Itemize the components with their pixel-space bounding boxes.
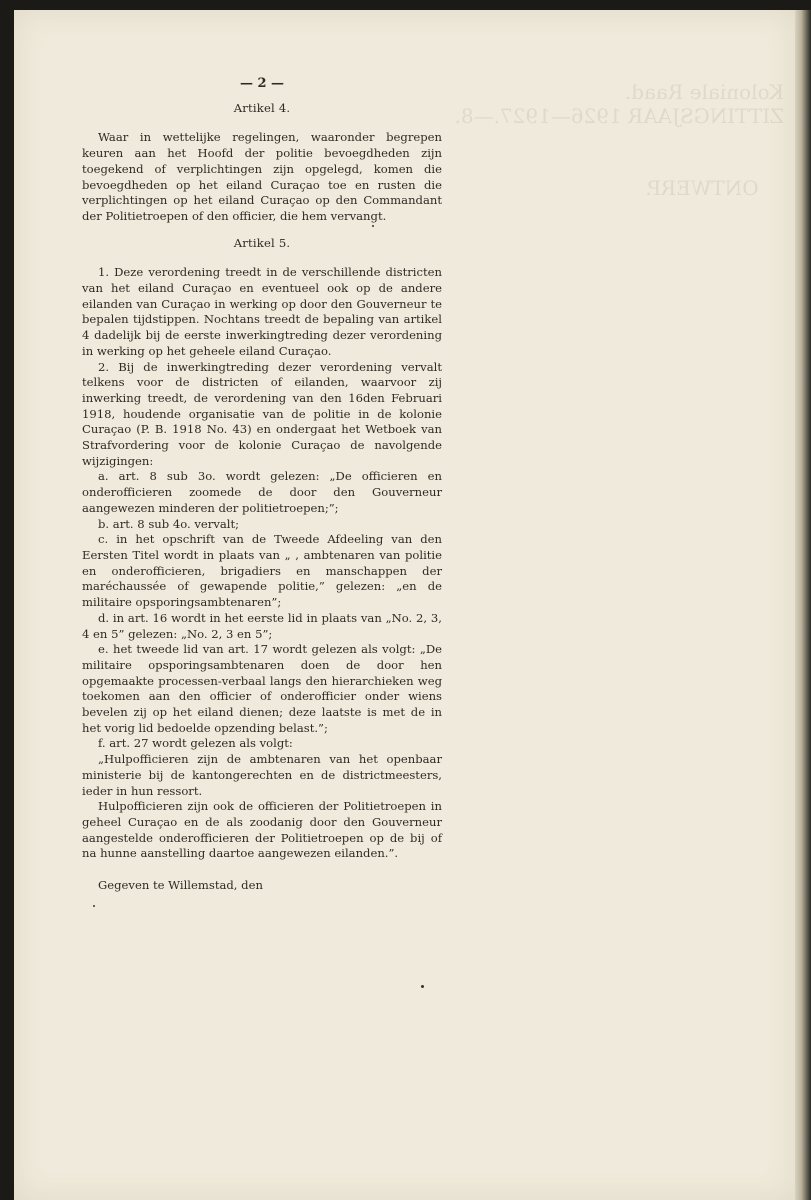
show-through-text: Koloniale Raad. ZITTINGSJAAR 1926—1927.—8. ONTWERP.	[454, 80, 784, 200]
article-4-heading: Artikel 4.	[233, 100, 291, 115]
article-4-paragraph: Waar in wettelijke regelingen, waaronder begrepen keuren aan het Hoofd der politie bevoegdheden zijn toegekend of verplichtingen zijn opgelegd, komen die bevoegdheden op het eiland Curaçao toe en rusten die verplichtingen op het eiland Curaçao op den Commandant der Politietroepen of den officier, die hem vervangt.	[82, 130, 442, 223]
article-5-heading: Artikel 5.	[233, 235, 291, 250]
amendment-a: a. art. 8 sub 3o. wordt gelezen: „De officieren en onderofficieren zoomede de door den Gouverneur aangewezen minderen der politietroepen;”;	[82, 469, 442, 515]
scan-right-edge	[795, 10, 811, 1200]
amendment-f: f. art. 27 wordt gelezen als volgt:	[98, 736, 293, 751]
page-number: — 2 —	[239, 76, 285, 91]
amendment-d: d. in art. 16 wordt in het eerste lid in plaats van „No. 2, 3, 4 en 5” gelezen: „No. 2, 3 en 5”;	[82, 610, 442, 641]
scan-top-edge	[0, 0, 811, 10]
amendment-f-quote-2: Hulpofficieren zijn ook de officieren der Politietroepen in geheel Curaçao en de als zoodanig door den Gouverneur aangestelde onderofficieren der Politietroepen op de bij of na hunne aanstelling daartoe aangewezen eilanden.”.	[82, 799, 442, 861]
article-5-paragraph-2: 2. Bij de inwerkingtreding dezer verordening vervalt telkens voor de districten of eilanden, waarvoor zij inwerking treedt, de verordening van den 16den Februari 1918, houdende organisatie van de politie in de kolonie Curaçao (P. B. 1918 No. 43) en ondergaat het Wetboek van Strafvordering voor de kolonie Curaçao de navolgende wijzigingen:	[82, 359, 442, 468]
paper-speck	[93, 905, 95, 907]
amendment-b: b. art. 8 sub 4o. vervalt;	[98, 516, 240, 531]
amendment-f-quote-1: „Hulpofficieren zijn de ambtenaren van het openbaar ministerie bij de kantongerechten en de districtmeesters, ieder in hun ressort.	[82, 752, 442, 798]
paper-speck	[421, 985, 424, 988]
article-5-paragraph-1: 1. Deze verordening treedt in de verschillende districten van het eiland Curaçao en eventueel ook op de andere eilanden van Curaçao in werking op door den Gouverneur te bepalen tijdstippen. Nochtans treedt de bepaling van artikel 4 dadelijk bij de eerste inwerkingtreding dezer verordening in werking op het geheele eiland Curaçao.	[82, 265, 442, 358]
amendment-c: c. in het opschrift van de Tweede Afdeeling van den Eersten Titel wordt in plaats van „ , ambtenaren van politie en onderofficieren, brigadiers en manschappen der maréchaussée of gewapende politie,” gelezen: „en de militaire opsporingsambtenaren”;	[82, 532, 442, 610]
paper-speck	[372, 225, 374, 227]
amendment-e: e. het tweede lid van art. 17 wordt gelezen als volgt: „De militaire opsporingsambtenaren doen de door hen opgemaakte processen-verbaal langs den hierarchieken weg toekomen aan den officier of onderofficier onder wiens bevelen zij op het eiland dienen; deze laatste is met de in het vorig lid bedoelde opzending belast.”;	[82, 642, 442, 735]
page-content	[82, 76, 442, 894]
signoff: Gegeven te Willemstad, den	[98, 878, 263, 893]
